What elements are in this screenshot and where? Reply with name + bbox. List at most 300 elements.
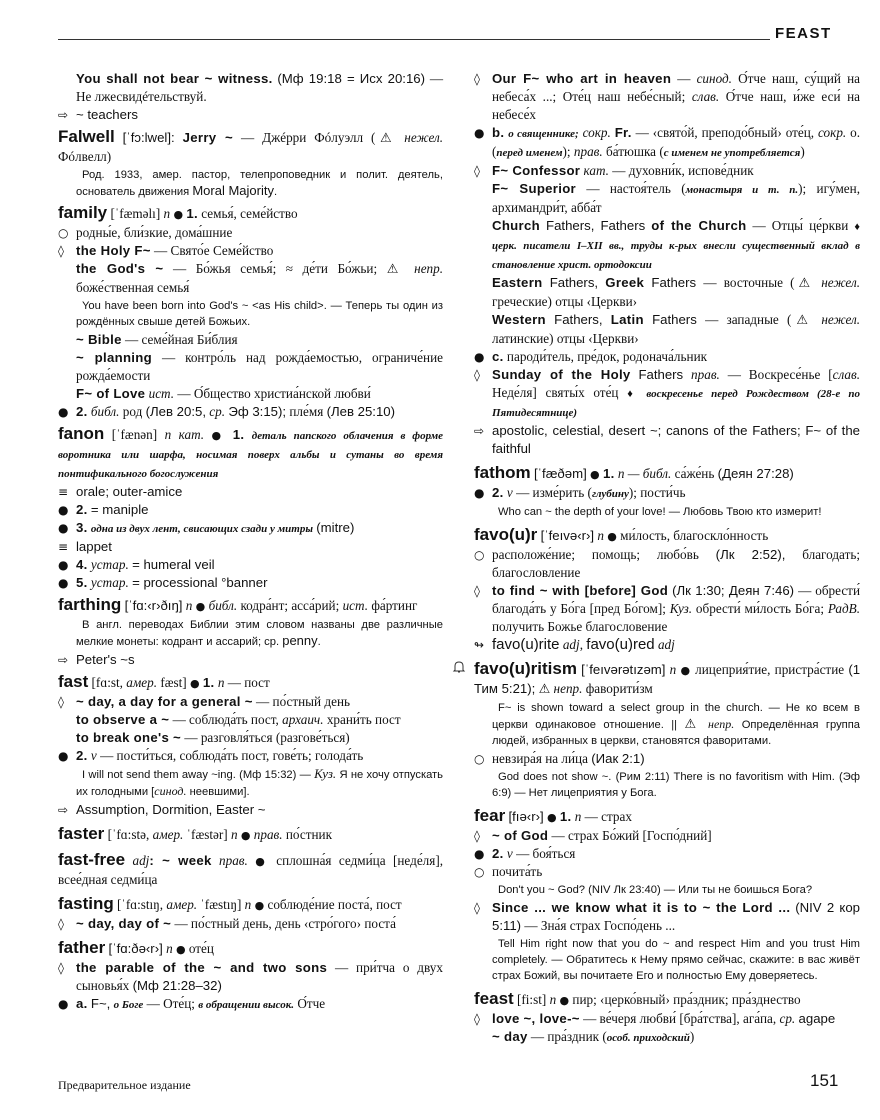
part-of-speech: n [597,528,604,543]
headword: Falwell [58,127,115,146]
phrase-line [474,827,860,845]
header-rule [58,39,770,40]
part-of-speech: v [90,748,97,763]
note: ♦ церк. писатели I–XII вв., труды к-рых внесли существенный вклад в становление христ. ортодоксии [492,221,860,271]
headword: father [58,938,106,957]
translation: — настоя́тель ( [586,181,686,196]
phrase: Our F~ who art in heaven [492,71,672,86]
reference: (Лев 20:5, [145,404,206,419]
sense-text: благодать; благословление [492,547,861,580]
sense [58,747,443,765]
pronunciation: [ˈfeıvə‹r›] [540,528,595,543]
phrase: ~ day, a day for a general ~ [76,694,253,709]
example [58,766,443,800]
sense [58,995,443,1014]
see-also [474,422,860,458]
translation: пароди́тель, пре́док, родонача́льник [506,349,708,364]
reference: (Лев 25:10) [326,404,396,419]
phrase-line [474,162,860,180]
bullet-icon: ● [58,503,69,517]
translation: род [122,404,143,419]
usage-label: нежел. [821,312,861,327]
bullet-icon: ● [590,468,600,481]
bullet-icon: ● [211,429,226,442]
sense-number: 1. [602,466,615,481]
bullet-icon: ● [559,994,570,1007]
sense-number: 1. [559,809,572,824]
reference: (Мф 21:28–32) [132,978,222,993]
translation: — восточные ( [703,275,795,290]
sense-text: родны́е, бли́зкие, дома́шние [76,225,233,240]
phrase: Fathers [638,367,684,382]
diamond-icon: ◊ [474,164,480,178]
bullet-icon: ● [173,208,184,221]
reference: (Иак 2:1) [591,751,645,766]
phrase-line [474,70,860,124]
phrase: Since ... we know what it is to ~ the Lord ... [492,900,791,915]
example-ru: Я не хочу отпускать их голодными [ [76,769,444,798]
translation: — соблюда́ть пост, [172,712,279,727]
headword: fathom [474,463,531,482]
pronunciation: [fi:st] [516,992,547,1007]
diamond-icon: ◊ [58,961,64,975]
translation: ); [562,144,571,159]
pronunciation: [ˈfæməlı] [110,206,161,221]
usage-label: устар. [90,575,129,590]
left-column [58,70,443,1014]
translation: — по́стный день [256,694,351,709]
phrase-line [474,180,860,217]
warning-icon: ⚠ [375,131,397,146]
usage-label: кат. [178,427,205,442]
reference: Эф 3:15); [228,404,287,419]
sense [58,574,443,592]
bullet-icon: ● [474,486,485,500]
pronunciation: [ˈfæðəm] [533,466,587,481]
diamond-icon: ◊ [474,901,480,915]
headword: favo(u)ritism [474,659,577,678]
phrase: F~ Confessor [492,163,581,178]
usage-label: сокр. [582,125,611,140]
sense-number: 1. [232,427,245,442]
sense [58,556,443,574]
bullet-icon: ● [474,350,485,364]
translation: са́же́нь [674,466,715,481]
phrase-line [474,1028,860,1047]
sense-text: расположе́ние; помощь; любо́вь [492,547,699,562]
phrase-line [58,959,443,995]
phrase-line [58,260,443,297]
sense [474,484,860,503]
sense-number: c. [492,349,504,364]
translation: лицеприя́тие, пристра́стие [695,662,845,677]
usage-label: устар. [90,557,129,572]
phrase-line [474,899,860,935]
entry-faster [58,825,443,845]
headword: fast [58,672,89,691]
bullet-icon: ● [58,521,69,535]
phrase: Sunday of the Holy [492,367,631,382]
phrase: to find ~ with [before] God [492,583,669,598]
entry-fast-free [58,851,443,889]
translation: кодра́нт; асса́рий; [240,598,340,613]
pronunciation: [ˈfɑ:stə, [107,827,150,842]
usage-label: перед именем [496,147,563,159]
headword: farthing [58,595,122,614]
reference: (1 Тим 5:21); [474,662,861,696]
sense-text: = maniple [90,502,149,517]
bullet-icon: ● [546,811,557,824]
diamond-icon: ◊ [474,829,480,843]
see-also-text: apostolic, celestial, desert ~; canons of the Fathers; F~ of the faithful [492,423,860,456]
translation: — западные ( [705,312,792,327]
phrase-line [474,1010,860,1028]
entry-fanon [58,425,443,483]
sense-number: 1. [186,206,198,221]
entry-falwell [58,128,443,166]
part-of-speech: n [549,992,557,1007]
bullet-icon: ● [175,943,186,956]
example [474,936,860,984]
phrase: Greek [605,275,645,290]
headword: fanon [58,424,105,443]
headword: fasting [58,894,114,913]
usage-label: амер. [166,897,198,912]
diamond-icon: ◊ [474,368,480,382]
usage-label: в обращении высок. [198,999,295,1011]
abbreviation: Fr. [614,125,632,140]
translation: — боя́ться [516,846,576,861]
part-of-speech: n [166,941,173,956]
note-punct: . [317,636,321,648]
bullet-icon: ● [474,126,485,140]
usage-label: о священнике; [508,128,579,140]
example-text: Don't you ~ God? (NIV Лк 23:40) — Или ты не боишься Бога? [498,884,813,896]
sense-number: 2. [76,404,88,419]
phrase: Fathers, [546,218,595,233]
phrase: Western [492,312,546,327]
sense [474,348,860,366]
sense-text: F~, [90,996,111,1011]
phrase: love ~, love-~ [492,1011,580,1026]
example [474,769,860,801]
synonym [58,483,443,501]
warning-icon: ⚠ [684,717,701,732]
part-of-speech: adj [562,637,580,652]
sense-number: 2. [76,748,88,763]
part-of-speech: n [163,206,171,221]
diamond-icon: ◊ [58,917,64,931]
circle-icon: ○ [474,865,485,879]
synonym-text: orale; outer-amice [76,484,183,499]
usage-label: амер. [126,675,158,690]
phrase: : ~ week [149,853,212,868]
phrase: F~ Superior [492,181,576,196]
translation: о. ( [492,125,861,159]
right-column [474,70,860,1047]
running-head: FEAST [775,25,832,42]
translation: получить Божье благословение [492,619,668,634]
usage-label: нежел. [404,130,444,145]
circle-icon: ○ [58,226,69,240]
sense-text: (mitre) [316,520,355,535]
pronunciation: [fɑ:st, [91,675,123,690]
headword: faster [58,824,105,843]
usage-label: — библ. [627,466,672,481]
translation: пле́мя [289,404,324,419]
usage-label: глубину [591,488,629,500]
alt-translation: храни́ть пост [326,712,401,727]
phrase: Fathers [600,218,646,233]
translation: — по́стный день, день ‹стро́гого› поста́ [174,916,396,931]
usage-label: непр. [708,717,735,731]
entry-fathom [474,464,860,484]
part-of-speech: n [164,427,172,442]
phrase-line [58,349,443,385]
translation: — страх Бо́жий [Госпо́дний] [551,828,712,843]
arrow-icon: ⇨ [58,653,69,667]
example [474,504,860,520]
phrase: ~ planning [76,350,152,365]
translation: — Свято́е Семе́йство [154,243,274,258]
usage-label: кат. [583,163,609,178]
usage-label: нежел. [821,275,860,290]
usage-label: амер. [152,827,184,842]
part-of-speech: n [185,598,193,613]
equiv-icon: ≡ [58,540,69,554]
phrase-line [474,274,860,311]
entry-family [58,204,443,224]
translation: латинские) отцы ‹Церкви› [492,331,639,346]
sense-number: 3. [76,520,88,535]
note [58,167,443,200]
phrase: the Holy F~ [76,243,151,258]
phrase: ~ day, day of ~ [76,916,172,931]
translation: — Воскресе́нье [ [727,367,833,382]
translation: ба́тюшка ( [605,144,664,159]
phrase-line [58,693,443,711]
translation: — разговля́ться (разгове́ться) [184,730,350,745]
translation: — обрести́ благода́ть у Бо́га [пред Бо́гом]; [492,583,861,616]
bullet-icon: ● [190,677,200,690]
phrase-line [58,242,443,260]
warning-icon: ⚠ [794,276,815,291]
note: ♦ воскресенье перед Рождеством (28-е по Пятидесятнице) [492,388,860,419]
sense [58,224,443,242]
arrow-icon: ⇨ [474,424,485,438]
cross-reference: agape [798,1011,836,1026]
usage-label: монастыря и т. п. [685,184,799,196]
phrase: Fathers [651,275,697,290]
arrow-icon: ⇨ [58,803,69,817]
phrase-line [58,711,443,729]
headword: favo(u)r [474,525,538,544]
bullet-icon: ● [58,405,69,419]
phrase: of the Church [651,218,747,233]
example-text: F~ is shown toward a select group in the church. — Не ко всем в церкви одинаковое отношение. || [492,702,860,731]
alt-translation: фаворити́зм [585,681,653,696]
sense [58,501,443,519]
bullet-icon: ● [240,829,251,842]
translation: — ве́черя любви́ [бра́тства], ага́па, [583,1011,777,1026]
part-of-speech: adj [657,637,675,652]
warning-icon: ⚠ [538,682,551,697]
derived-word: favo(u)rite [492,636,560,653]
see-also [58,801,443,819]
entry-father [58,939,443,959]
translation: греческие) отцы ‹Церкви› [492,294,638,309]
derived-word: favo(u)red [586,636,655,653]
definition: деталь папского облачения в форме воротника или шарфа, носимая поверх альбы и сутаны во время понтификального богослужения [58,430,444,480]
phrase-line [58,915,443,933]
phrase-line [474,582,860,636]
diamond-icon: ◊ [58,695,64,709]
part-of-speech: n [217,675,225,690]
source-label: РадВ. [827,601,860,616]
bullet-icon: ● [195,600,206,613]
pronunciation: ˈfæstıŋ] [200,897,242,912]
example-ru: — Теперь ты один из рождённых свыше детей Божьих. [76,300,444,328]
usage-label: прав. [253,827,283,842]
note [58,617,443,650]
pronunciation: [ˈfeıvərətızəm] [581,662,666,677]
sense [474,863,860,881]
part-of-speech: adj [132,853,150,868]
phrase: Fathers, [554,312,603,327]
see-also-text: ~ teachers [76,107,138,122]
usage-label: о Боге [113,999,144,1011]
entry-favouritism [474,660,860,699]
translation: соблюде́ние поста́, пост [267,897,402,912]
note-punct: . [273,186,278,198]
reference: (Лк 1:30; Деян 7:46) [672,583,795,598]
translation: — изме́рить ( [516,485,592,500]
diamond-icon: ◊ [58,244,64,258]
sense [58,403,443,421]
part-of-speech: n [244,897,252,912]
alt-translation: боже́ственная семья́ [76,280,190,295]
sense-text: невзира́я на ли́ца [492,751,588,766]
part-of-speech: v [506,846,513,861]
usage-label: непр. [553,681,583,696]
see-also-text: Peter's ~s [76,652,135,667]
sense-number: 1. [202,675,215,690]
bullet-icon: ● [255,855,269,868]
synonym [58,538,443,556]
bell-icon [452,660,466,680]
source-label: Куз. [314,766,337,781]
phrase: You shall not bear ~ witness. [76,71,273,86]
usage-label: слав. [832,367,860,382]
usage-label: синод. [696,71,732,86]
translation: по́стник [285,827,332,842]
warning-icon: ⚠ [386,262,405,277]
bullet-icon: ● [680,664,691,677]
phrase-line [474,366,860,422]
usage-label: архаич. [282,712,324,727]
phrase: Eastern [492,275,543,290]
alt-translation: Фóлвелл) [58,149,112,164]
reference: (Мф 19:18 = Исх 20:16) [277,71,426,86]
phrase: Fathers [652,312,697,327]
example-text: Tell Him right now that you do ~ and respect Him and you trust Him completely. — Обратитесь к Нему прямо сейчас, скажите: в вас живёт страх Божий, вы почитаете Его и полностью Ему доверяетесь. [492,938,860,982]
translation: О́тче [297,996,326,1011]
pronunciation: [ˈfɔ:lwel]: [122,130,175,145]
dash: — [677,71,691,86]
example-text: God does not show ~. (Рим 2:11) There is no favoritism with Him. (Эф 6:9) — Нет лицеприятия у Бога. [492,771,860,799]
sense-number: a. [76,996,88,1011]
translation: — Зна́я страх Госпо́день ... [524,918,676,933]
sense-number: 2. [492,485,504,500]
translation: — духовни́к, испове́дник [612,163,754,178]
phrase: Latin [610,312,644,327]
example-en: I will not send them away ~ing. (Мф 15:32) — [82,769,311,781]
phrase: ~ of God [492,828,549,843]
sense-number: 4. [76,557,88,572]
translation: ) [689,1029,695,1044]
translation: ) [800,144,805,159]
part-of-speech: n [230,827,238,842]
phrase-line [58,729,443,747]
sense-number: 2. [492,846,504,861]
translation: ); пости́чь [628,485,686,500]
translation: — пост [227,675,270,690]
usage-label: сокр. [818,125,847,140]
page-number: 151 [810,1071,839,1090]
translation: — контро́ль над рожда́емостью, ограниче́ние рожда́емости [76,350,443,383]
sense-text: = processional °banner [132,575,268,590]
edition-note: Предварительное издание [58,1078,191,1092]
source-label: Куз. [669,601,693,616]
reference: (NIV 2 кор 5:11) [492,900,861,933]
sense [474,546,860,582]
bullet-icon: ● [58,749,69,763]
headword: fast-free [58,850,126,869]
note-text: Род. 1933, амер. пастор, телепроповедник и полит. деятель, основатель движения [76,169,443,198]
headword: feast [474,989,514,1008]
sense-number: 5. [76,575,88,590]
note-term: penny [282,633,318,648]
definition: одна из двух лент, свисающих сзади у митры [90,523,313,535]
sense-text: = humeral veil [132,557,215,572]
pronunciation: ˈfæstər] [186,827,228,842]
translation: сплошна́я седми́ца [неде́ля], всее́дная седми́ца [58,853,444,887]
phrase: Fathers, [549,275,599,290]
usage-label: прав. [573,144,603,159]
note-term: Moral Majority [192,183,274,198]
entry-feast [474,990,860,1010]
translation: — пра́здник ( [530,1029,607,1044]
part-of-speech: n [669,662,677,677]
cf-label: ср. [209,404,226,419]
translation: обрести́ ми́лость Бо́га; [695,601,824,616]
example [474,882,860,898]
arrow-icon: ⇨ [58,108,69,122]
translation: ); игу́мен, архимандри́т, абба́т [492,181,860,215]
usage-label: непр. [414,261,444,276]
usage-label: особ. приходский [606,1032,690,1044]
warning-icon: ⚠ [791,313,814,328]
reference: (Деян 27:28) [717,466,794,481]
phrase: the God's ~ [76,261,164,276]
reference: (Лк 2:52), [715,547,786,562]
example-text: Определённая группа людей, избранных в церкви, становятся фаворитами. [492,719,861,747]
equiv-icon: ≡ [58,485,69,499]
sense-number: b. [492,125,505,140]
phrase: ~ Bible [76,332,122,347]
usage-label: с именем не употребляется [663,147,801,159]
example [474,700,860,749]
